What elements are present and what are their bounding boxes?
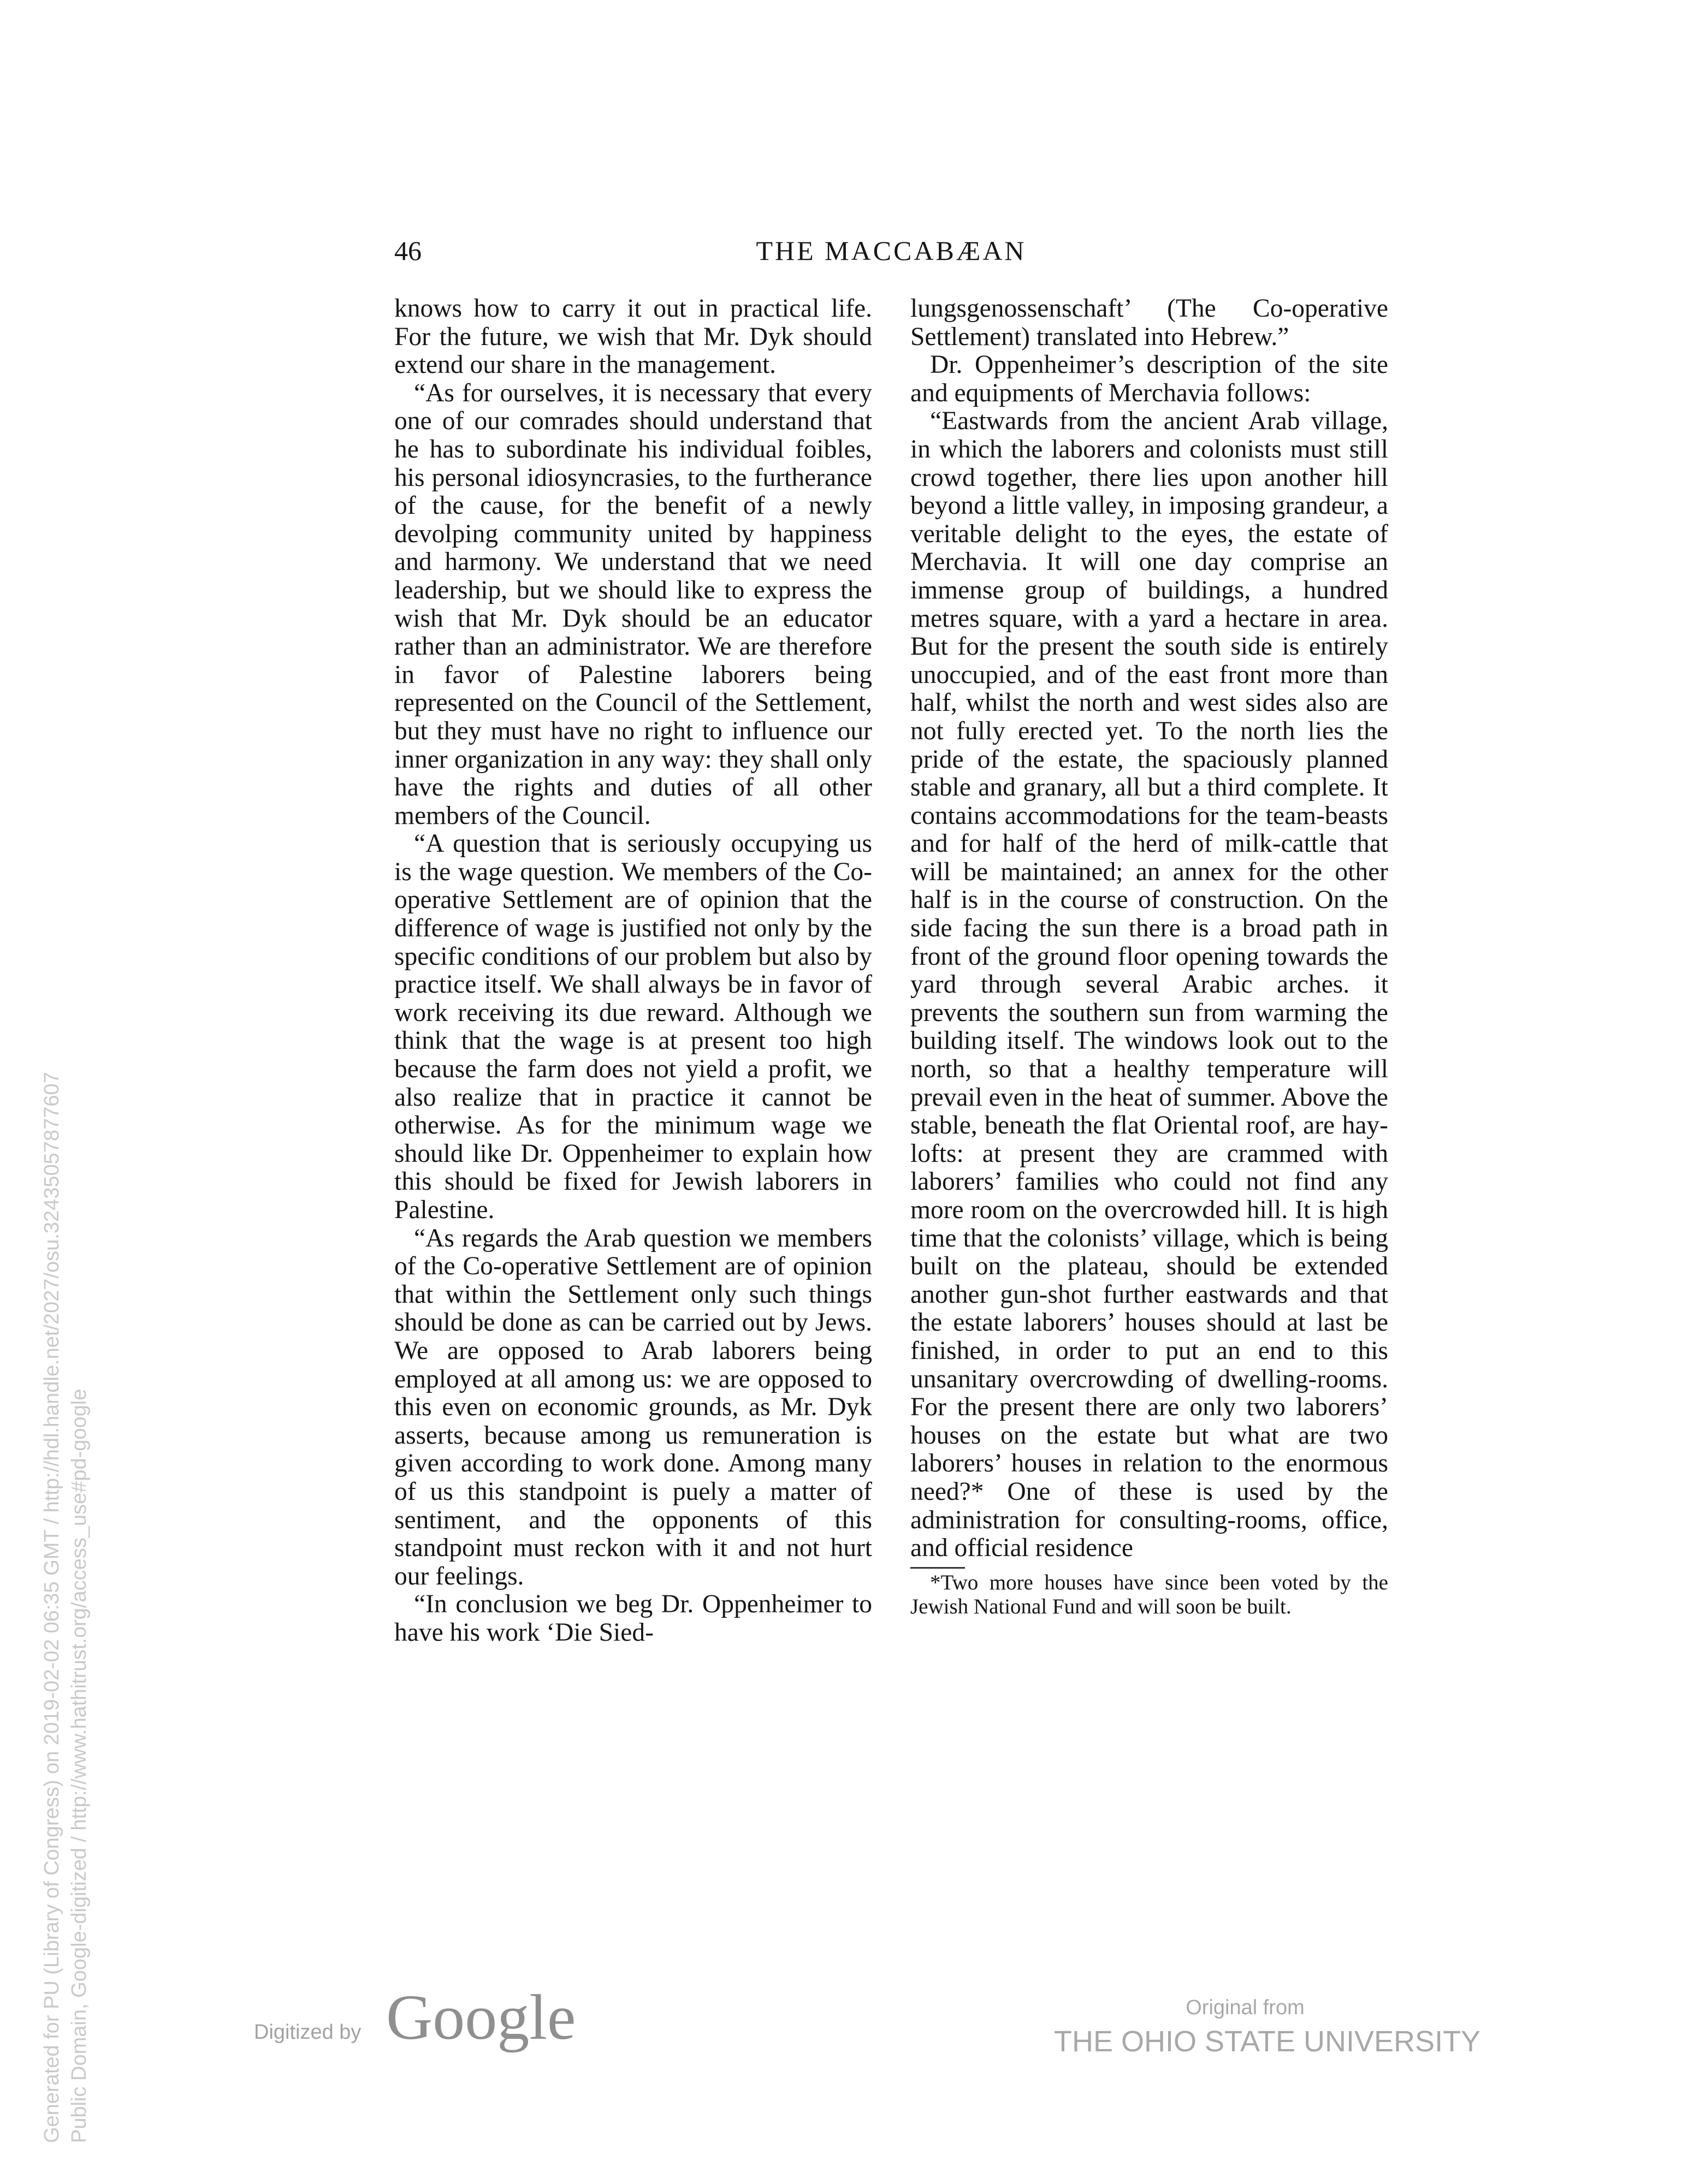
watermark-line: Generated for PU (Library of Congress) on 2019-02-02 06:35 GMT / http://hdl.handle.net/2027/osu.32435057877607	[40, 1072, 63, 2143]
digitized-by-label: Digitized by	[254, 2021, 362, 2044]
running-title: THE MACCABÆAN	[756, 235, 1027, 266]
page-number: 46	[394, 235, 422, 266]
footnote: *Two more houses have since been voted by the Jewish National Fund and will soon be built.	[910, 1570, 1388, 1618]
paragraph: “A question that is seriously occupying us is the wage question. We members of the Co-operative Settlement are of opinion that the difference of wage is justified not only by the specific conditions of our problem but also by practice itself. We shall always be in favor of work receiving its due reward. Although we think that the wage is at present too high because the farm does not yield a profit, we also realize that in practice it cannot be otherwise. As for the minimum wage we should like Dr. Oppenheimer to explain how this should be fixed for Jewish laborers in Palestine.	[394, 829, 872, 1224]
university-name: THE OHIO STATE UNIVERSITY	[1054, 2025, 1481, 2058]
google-logo: Google	[386, 1981, 576, 2053]
paragraph: Dr. Oppenheimer’s description of the site and equipments of Merchavia follows:	[910, 351, 1388, 407]
paragraph: “As for ourselves, it is necessary that every one of our comrades should understand that he has to subordinate his individual foibles, his personal idiosyncrasies, to the furtherance of the cause, for the benefit of a newly devolping community united by happiness and harmony. We understand that we need leadership, but we should like to express the wish that Mr. Dyk should be an educator rather than an administrator. We are therefore in favor of Palestine laborers being represented on the Council of the Settlement, but they must have no right to influence our inner organization in any way: they shall only have the rights and duties of all other members of the Council.	[394, 378, 872, 830]
left-column	[394, 295, 872, 1647]
watermark-line: Public Domain, Google-digitized / http://www.hathitrust.org/access_use#pd-google	[68, 1388, 91, 2143]
paragraph: knows how to carry it out in practical life. For the future, we wish that Mr. Dyk should extend our share in the management.	[394, 294, 872, 379]
hathitrust-watermark	[38, 1072, 93, 2143]
paragraph: “As regards the Arab question we members of the Co-operative Settlement are of opinion that within the Settlement only such things should be done as can be carried out by Jews. We are opposed to Arab laborers being employed at all among us: we are opposed to this even on economic grounds, as Mr. Dyk asserts, because among us remuneration is given according to work done. Among many of us this standpoint is puely a matter of sentiment, and the opponents of this standpoint must reckon with it and not hurt our feelings.	[394, 1224, 872, 1590]
original-from-label: Original from	[1186, 1996, 1305, 2019]
paragraph: “Eastwards from the ancient Arab village, in which the laborers and colonists must still crowd together, there lies upon another hill beyond a little valley, in imposing grandeur, a veritable delight to the eyes, the estate of Merchavia. It will one day comprise an immense group of buildings, a hundred metres square, with a yard a hectare in area. But for the present the south side is entirely unoccupied, and of the east front more than half, whilst the north and west sides also are not fully erected yet. To the north lies the pride of the estate, the spaciously planned stable and granary, all but a third complete. It contains accommodations for the team-beasts and for half of the herd of milk-cattle that will be maintained; an annex for the other half is in the course of construction. On the side facing the sun there is a broad path in front of the ground floor opening towards the yard through several Arabic arches. it prevents the southern sun from warming the building itself. The windows look out to the north, so that a healthy temperature will prevail even in the heat of summer. Above the stable, beneath the flat Oriental roof, are hay-lofts: at present they are crammed with laborers’ families who could not find any more room on the overcrowded hill. It is high time that the colonists’ village, which is being built on the plateau, should be extended another gun-shot further eastwards and that the estate laborers’ houses should at last be finished, in order to put an end to this unsanitary overcrowding of dwelling-rooms. For the present there are only two laborers’ houses on the estate but what are two laborers’ houses in relation to the enormous need?* One of these is used by the administration for consulting-rooms, office, and official residence	[910, 407, 1388, 1563]
right-column	[910, 295, 1388, 1619]
footnote-divider	[910, 1567, 965, 1569]
original-source	[1054, 1994, 1481, 2060]
paragraph: “In conclusion we beg Dr. Oppenheimer to have his work ‘Die Sied-	[394, 1590, 872, 1647]
page-header	[394, 235, 1388, 278]
paragraph: lungsgenossenschaft’ (The Co-operative Settlement) translated into Hebrew.”	[910, 294, 1388, 351]
